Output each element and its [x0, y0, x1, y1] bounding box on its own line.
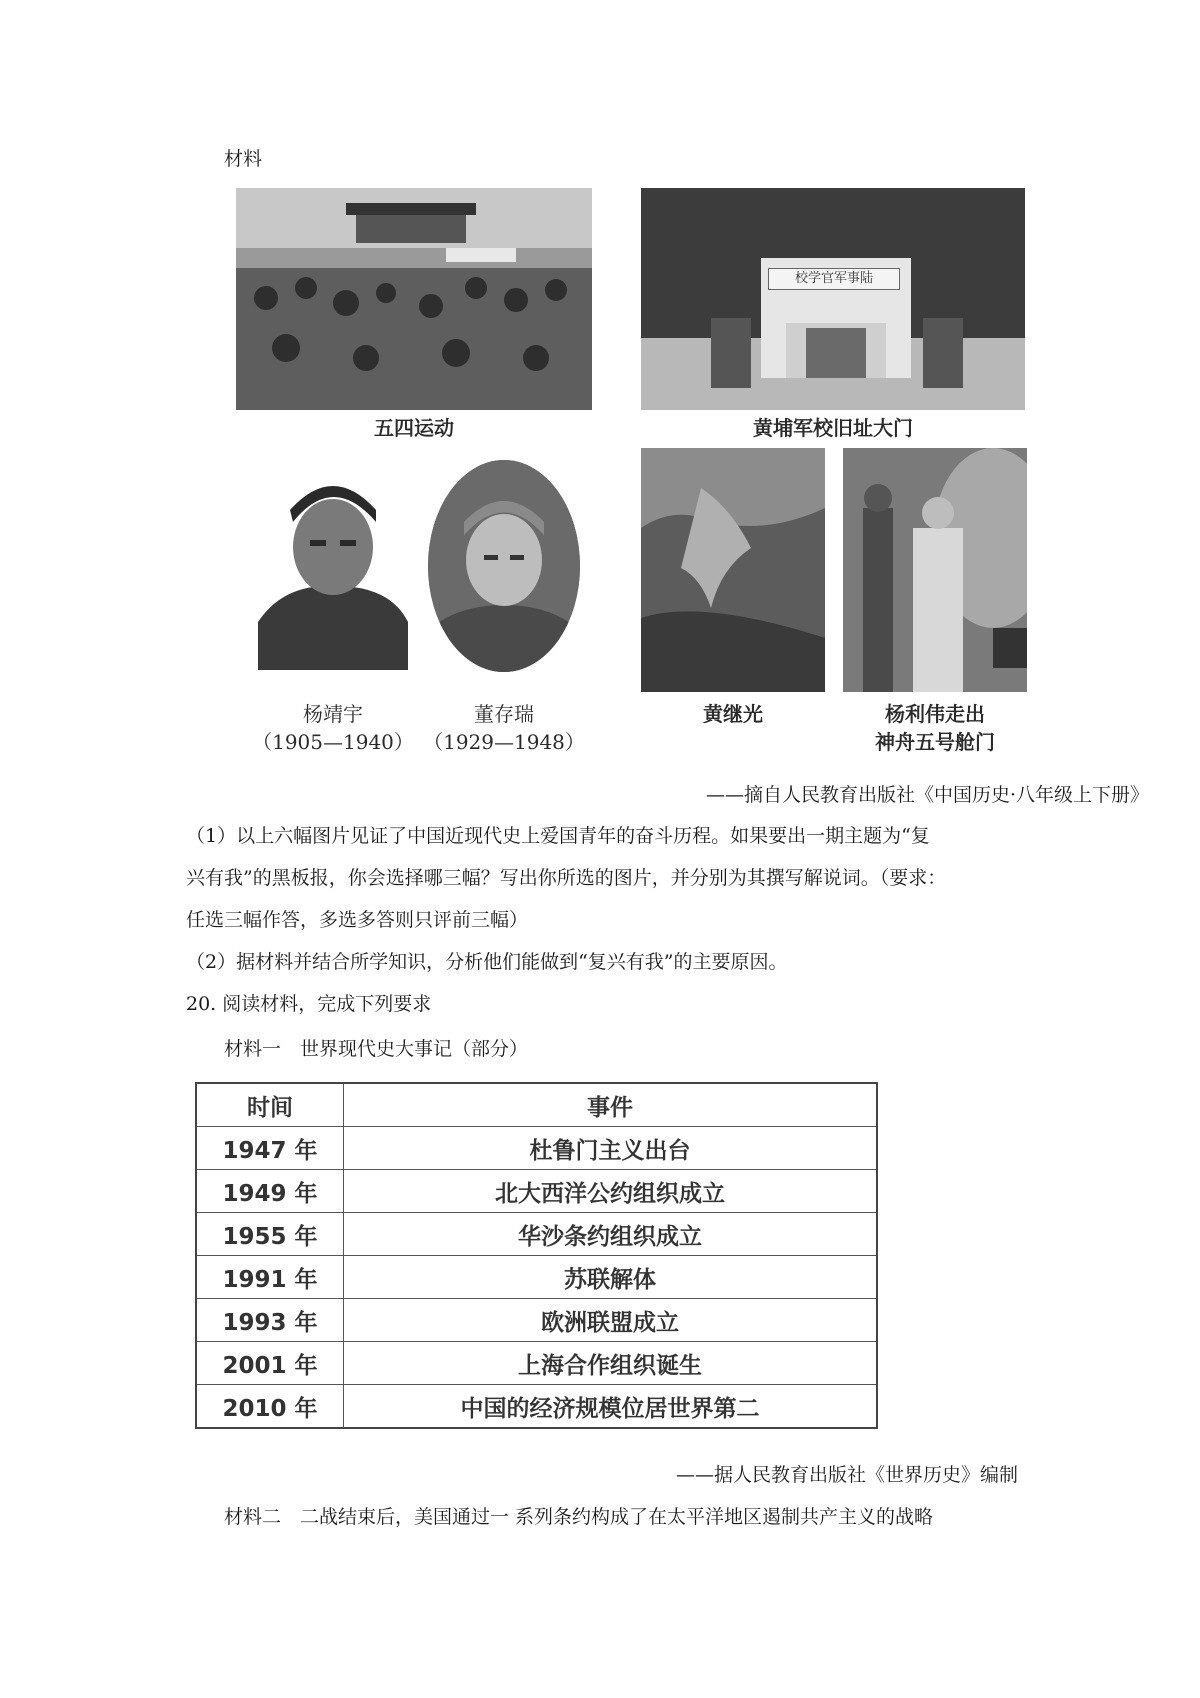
table-row	[196, 1256, 877, 1299]
dong-cunrui-name: 董存瑞	[474, 702, 534, 726]
question-1-line2: 兴有我”的黑板报，你会选择哪三幅？写出你所选的图片，并分别为其撰写解说词。（要求：	[186, 867, 947, 889]
row-event: 苏联解体	[344, 1256, 878, 1299]
header-time: 时间	[196, 1083, 344, 1127]
row-event: 上海合作组织诞生	[344, 1342, 878, 1385]
material-2-text: 材料二 二战结束后，美国通过一 系列条约构成了在太平洋地区遏制共产主义的战略	[224, 1506, 934, 1528]
material-1-title: 材料一 世界现代史大事记（部分）	[224, 1038, 529, 1060]
source-citation-1: ——摘自人民教育出版社《中国历史·八年级上下册》	[706, 784, 1150, 806]
yang-liwei-caption-line1: 杨利伟走出	[885, 702, 985, 726]
whampoa-gate-photo	[641, 188, 1025, 410]
header-event: 事件	[344, 1083, 878, 1127]
dong-cunrui-portrait	[428, 460, 580, 672]
table-row	[196, 1127, 877, 1170]
row-event: 北大西洋公约组织成立	[344, 1170, 878, 1213]
yang-liwei-photo	[843, 448, 1027, 692]
row-event: 欧洲联盟成立	[344, 1299, 878, 1342]
table-row	[196, 1213, 877, 1256]
yang-jingyu-name: 杨靖宇	[303, 702, 363, 726]
question-2: （2）据材料并结合所学知识，分析他们能做到“复兴有我”的主要原因。	[186, 951, 788, 973]
row-year: 2010 年	[196, 1385, 344, 1429]
yang-jingyu-portrait	[258, 462, 408, 670]
may-fourth-photo	[236, 188, 592, 410]
huang-jiguang-caption: 黄继光	[703, 702, 763, 726]
question-1-line1: （1）以上六幅图片见证了中国近现代史上爱国青年的奋斗历程。如果要出一期主题为“复	[186, 825, 930, 847]
row-year: 1947 年	[196, 1127, 344, 1170]
question-20-heading: 20. 阅读材料，完成下列要求	[186, 993, 432, 1015]
table-row	[196, 1299, 877, 1342]
events-table	[195, 1082, 878, 1429]
source-citation-2: ——据人民教育出版社《世界历史》编制	[676, 1464, 1019, 1486]
whampoa-gate-sign: 校学官军事陆	[768, 268, 900, 290]
material-label: 材料	[224, 148, 263, 170]
yang-liwei-caption-line2: 神舟五号舱门	[875, 730, 995, 754]
row-event: 华沙条约组织成立	[344, 1213, 878, 1256]
may-fourth-caption: 五四运动	[374, 416, 454, 440]
table-row	[196, 1342, 877, 1385]
row-year: 1991 年	[196, 1256, 344, 1299]
row-year: 1993 年	[196, 1299, 344, 1342]
question-1-line3: 任选三幅作答，多选多答则只评前三幅）	[186, 909, 529, 931]
row-event: 杜鲁门主义出台	[344, 1127, 878, 1170]
row-year: 1949 年	[196, 1170, 344, 1213]
table-row	[196, 1385, 877, 1429]
row-year: 2001 年	[196, 1342, 344, 1385]
row-event: 中国的经济规模位居世界第二	[344, 1385, 878, 1429]
whampoa-gate-caption: 黄埔军校旧址大门	[753, 416, 913, 440]
table-header-row	[196, 1083, 877, 1127]
table-row	[196, 1170, 877, 1213]
row-year: 1955 年	[196, 1213, 344, 1256]
dong-cunrui-years: （1929—1948）	[423, 730, 585, 754]
yang-jingyu-years: （1905—1940）	[252, 730, 414, 754]
huang-jiguang-photo	[641, 448, 825, 692]
